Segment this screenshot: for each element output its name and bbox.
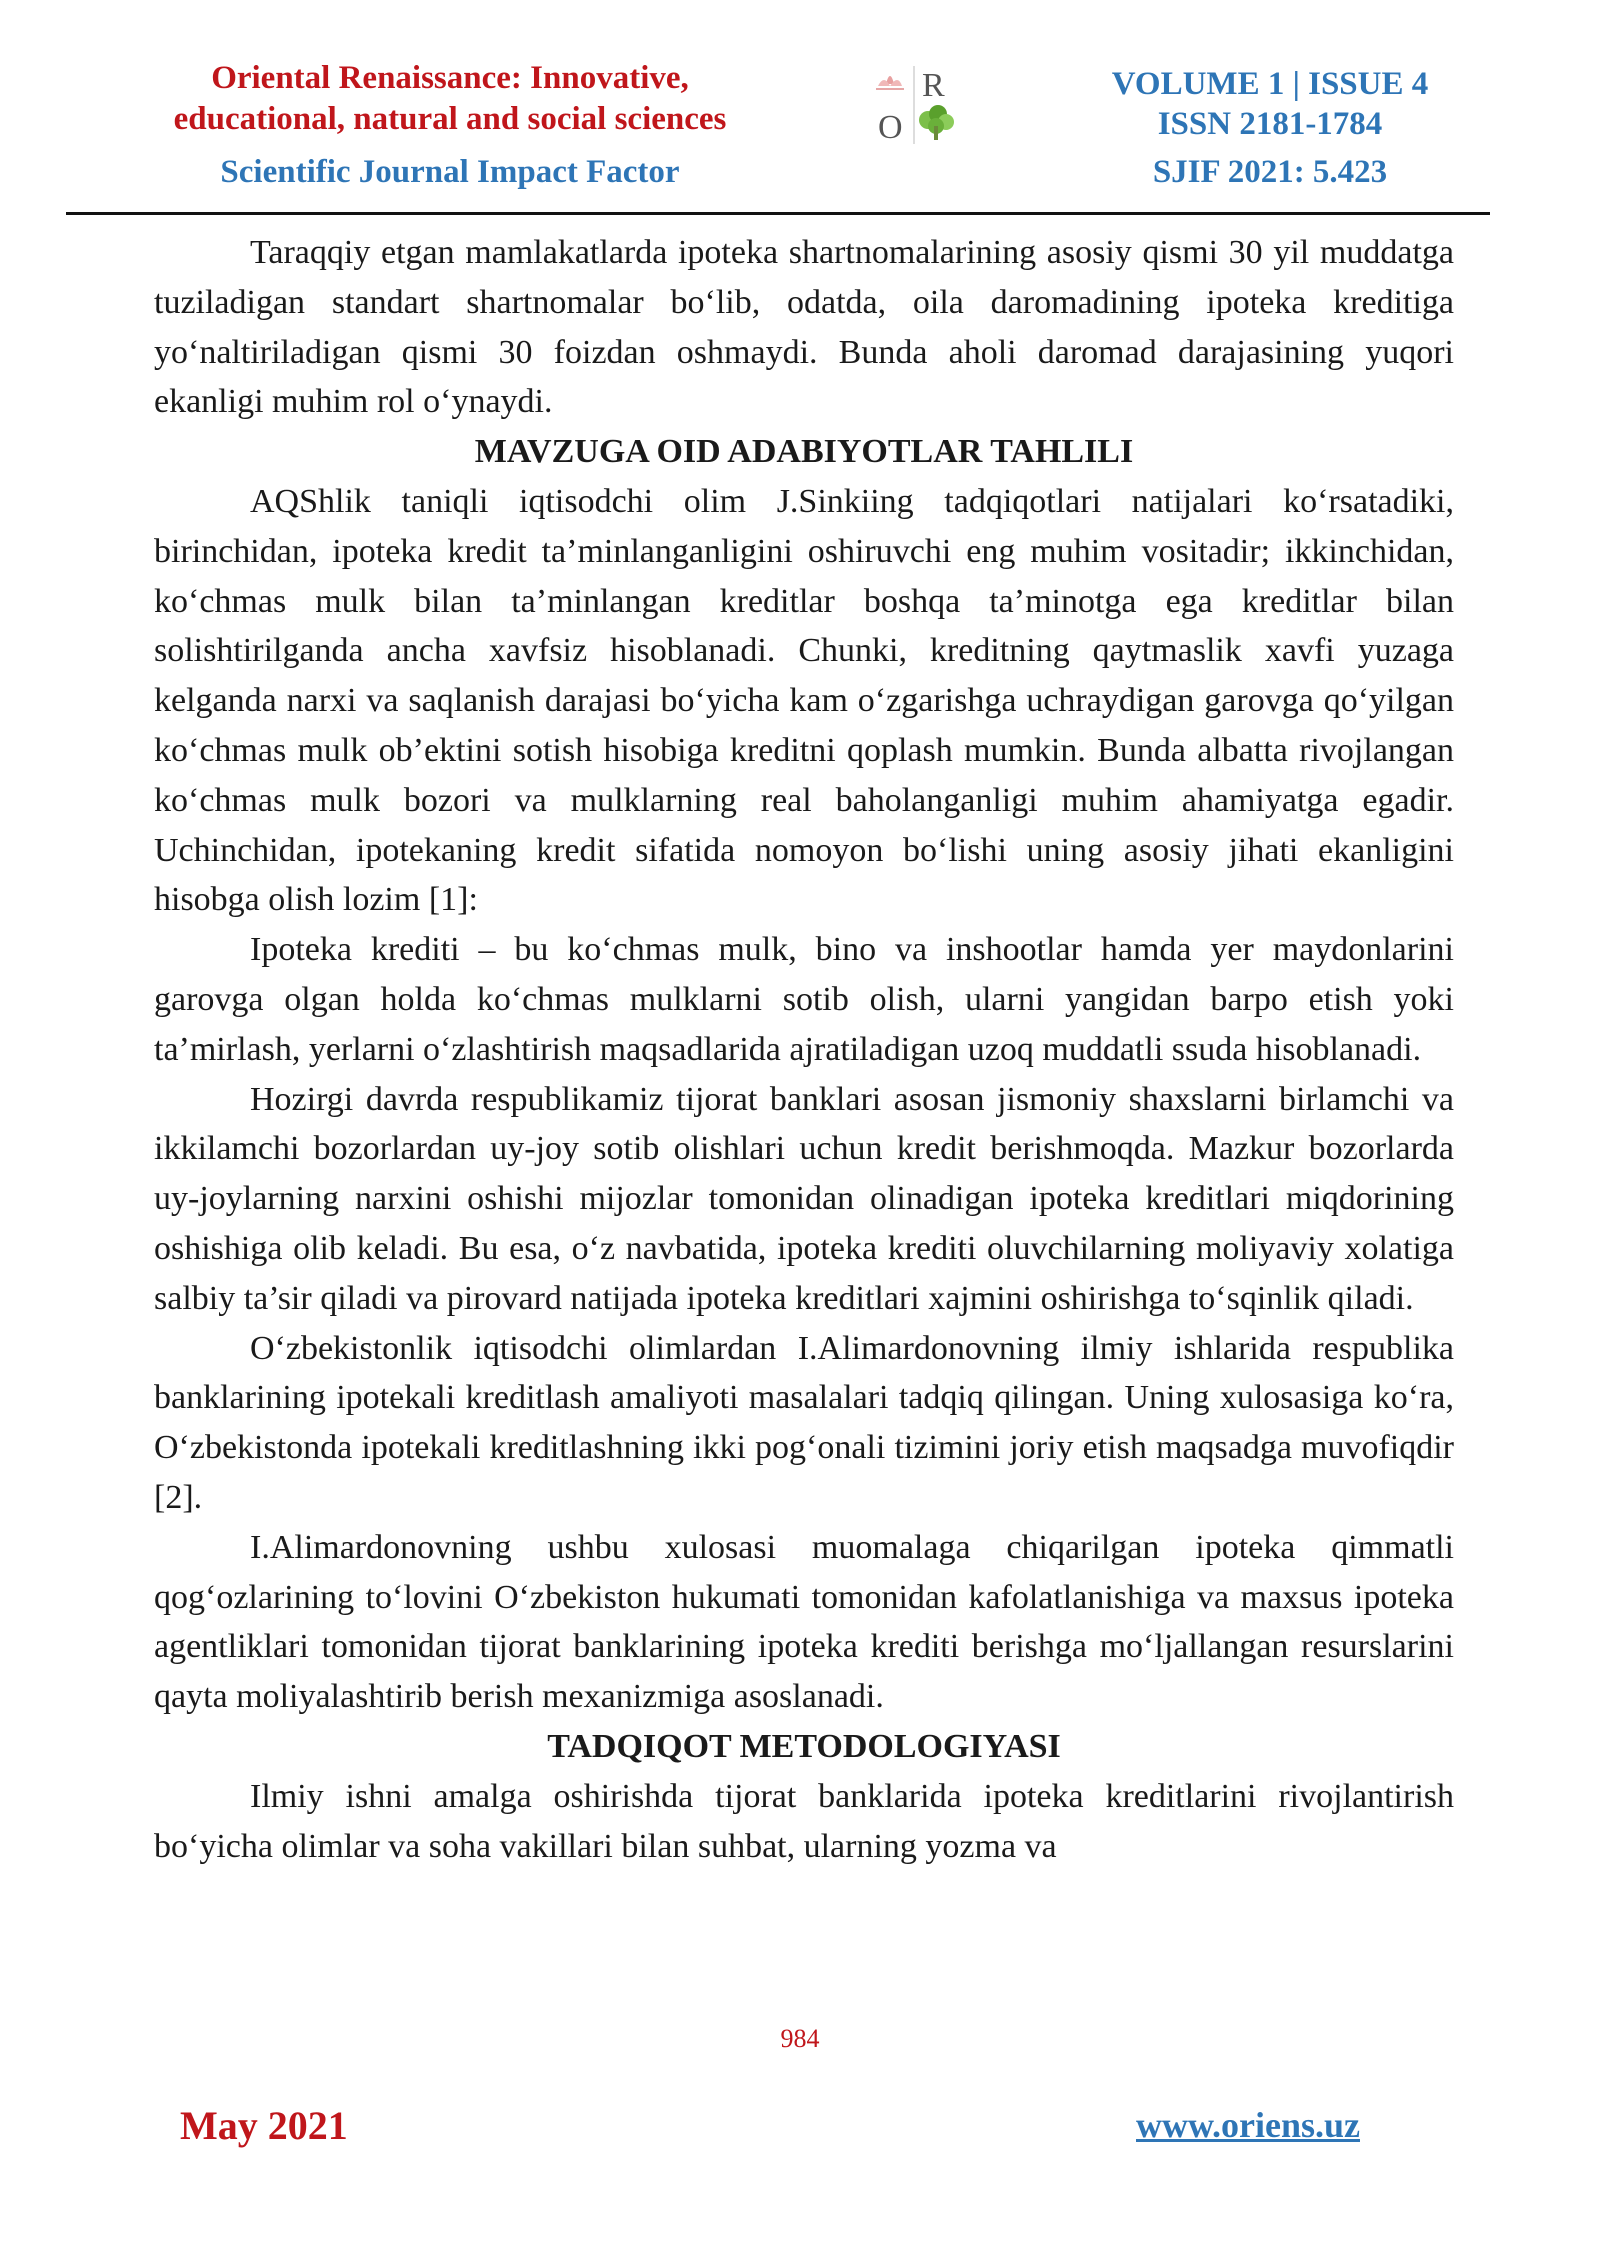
sjif-factor: SJIF 2021: 5.423: [1152, 154, 1388, 190]
logo-letter-o: O: [878, 109, 903, 146]
paragraph-intro: Taraqqiy etgan mamlakatlarda ipoteka shartnomalarining asosiy qismi 30 yil muddatga tuziladigan standart shartnomalar bo‘lib, odatda, oila daromadining ipoteka kreditiga yo‘naltiriladigan qismi 30 foizdan oshmaydi. Bunda aholi daromad darajasining yuqori ekanligi muhim rol o‘ynaydi.: [154, 234, 1454, 421]
paragraph-conclusion: I.Alimardonovning ushbu xulosasi muomalaga chiqarilgan ipoteka qimmatli qog‘ozlarining to‘lovini O‘zbekiston hukumati tomonidan kafolatlanishiga va maxsus ipoteka agentliklari tomonidan tijorat banklarining ipoteka krediti berishga mo‘ljallangan resurslarini qayta moliyalashtirib berish mexanizmiga asoslanadi.: [154, 1528, 1454, 1716]
oriens-logo-icon: [868, 62, 968, 146]
header-divider: [66, 212, 1490, 215]
journal-title-line2: educational, natural and social sciences: [173, 101, 727, 137]
paragraph-current-period: Hozirgi davrda respublikamiz tijorat banklari asosan jismoniy shaxslarni birlamchi va ikkilamchi bozorlardan uy-joy sotib olishlari uchun kredit berishmoqda. Mazkur bozorlarda uy-joylarning narxini oshishi mijozlar tomonidan olinadigan ipoteka kreditlari miqdorining oshishiga olib keladi. Bu esa, o‘z navbatida, ipoteka krediti oluvchilarning moliyaviy xolatiga salbiy ta’sir qiladi va pirovard natijada ipoteka kreditlari xajmini oshirishga to‘sqinlik qiladi.: [154, 1080, 1454, 1317]
issn: ISSN 2181-1784: [1157, 106, 1383, 142]
footer-date: May 2021: [180, 2103, 348, 2148]
tree-mark: [919, 105, 954, 140]
journal-header: [0, 0, 1600, 220]
section-heading-literature: MAVZUGA OID ADABIYOTLAR TAHLILI: [474, 433, 1134, 471]
volume-issn-block: [1080, 64, 1460, 144]
logo-letter-r: R: [922, 67, 945, 104]
page-number: 984: [780, 2024, 820, 2053]
journal-title: [140, 58, 760, 140]
impact-factor-label: Scientific Journal Impact Factor: [220, 154, 680, 190]
paragraph-definition: Ipoteka krediti – bu ko‘chmas mulk, bino va inshootlar hamda yer maydonlarini garovga olgan holda ko‘chmas mulklarni sotib olish, ularni yangidan barpo etish yoki ta’mirlash, yerlarni o‘zlashtirish maqsadlarida ajratiladigan uzoq muddatli ssuda hisoblanadi.: [154, 931, 1454, 1068]
paragraph-method: Ilmiy ishni amalga oshirishda tijorat banklarida ipoteka kreditlarini rivojlantirish bo‘yicha olimlar va soha vakillari bilan suhbat, ularning yozma va: [154, 1777, 1454, 1865]
footer-website-link[interactable]: www.oriens.uz: [1136, 2105, 1360, 2145]
article-body: [154, 228, 1454, 1871]
paragraph-alimardonov: O‘zbekistonlik iqtisodchi olimlardan I.Alimardonovning ilmiy ishlarida respublika banklarining ipotekali kreditlash amaliyoti masalalari tadqiq qilingan. Uning xulosasiga ko‘ra, O‘zbekistonda ipotekali kreditlashning ikki pog‘onali tizimini joriy etish maqsadga muvofiqdir [2].: [154, 1329, 1454, 1516]
paragraph-sinkiing: AQShlik taniqli iqtisodchi olim J.Sinkiing tadqiqotlari natijalari ko‘rsatadiki, birinchidan, ipoteka kredit ta’minlanganligini oshiruvchi eng muhim vositadir; ikkinchidan, ko‘chmas mulk bilan ta’minlangan kreditlar boshqa ta’minotga ega kreditlar bilan solishtirilganda ancha xavfsiz hisoblanadi. Chunki, kreditning qaytmaslik xavfi yuzaga kelganda narxi va saqlanish darajasi bo‘yicha kam o‘zgarishga uchraydigan garovga qo‘yilgan ko‘chmas mulk ob’ektini sotish hisobiga kreditni qoplash mumkin. Bunda albatta rivojlangan ko‘chmas mulk bozori va mulklarning real baholanganligi muhim ahamiyatga egadir. Uchinchidan, ipotekaning kredit sifatida nomoyon bo‘lishi uning asosiy jihati ekanligini hisobga olish lozim [1]:: [154, 482, 1454, 919]
section-heading-methodology: TADQIQOT METODOLOGIYASI: [547, 1727, 1061, 1765]
journal-title-line1: Oriental Renaissance: Innovative,: [211, 60, 689, 96]
volume-issue: VOLUME 1 | ISSUE 4: [1111, 66, 1429, 102]
lotus-mark: [876, 76, 904, 89]
